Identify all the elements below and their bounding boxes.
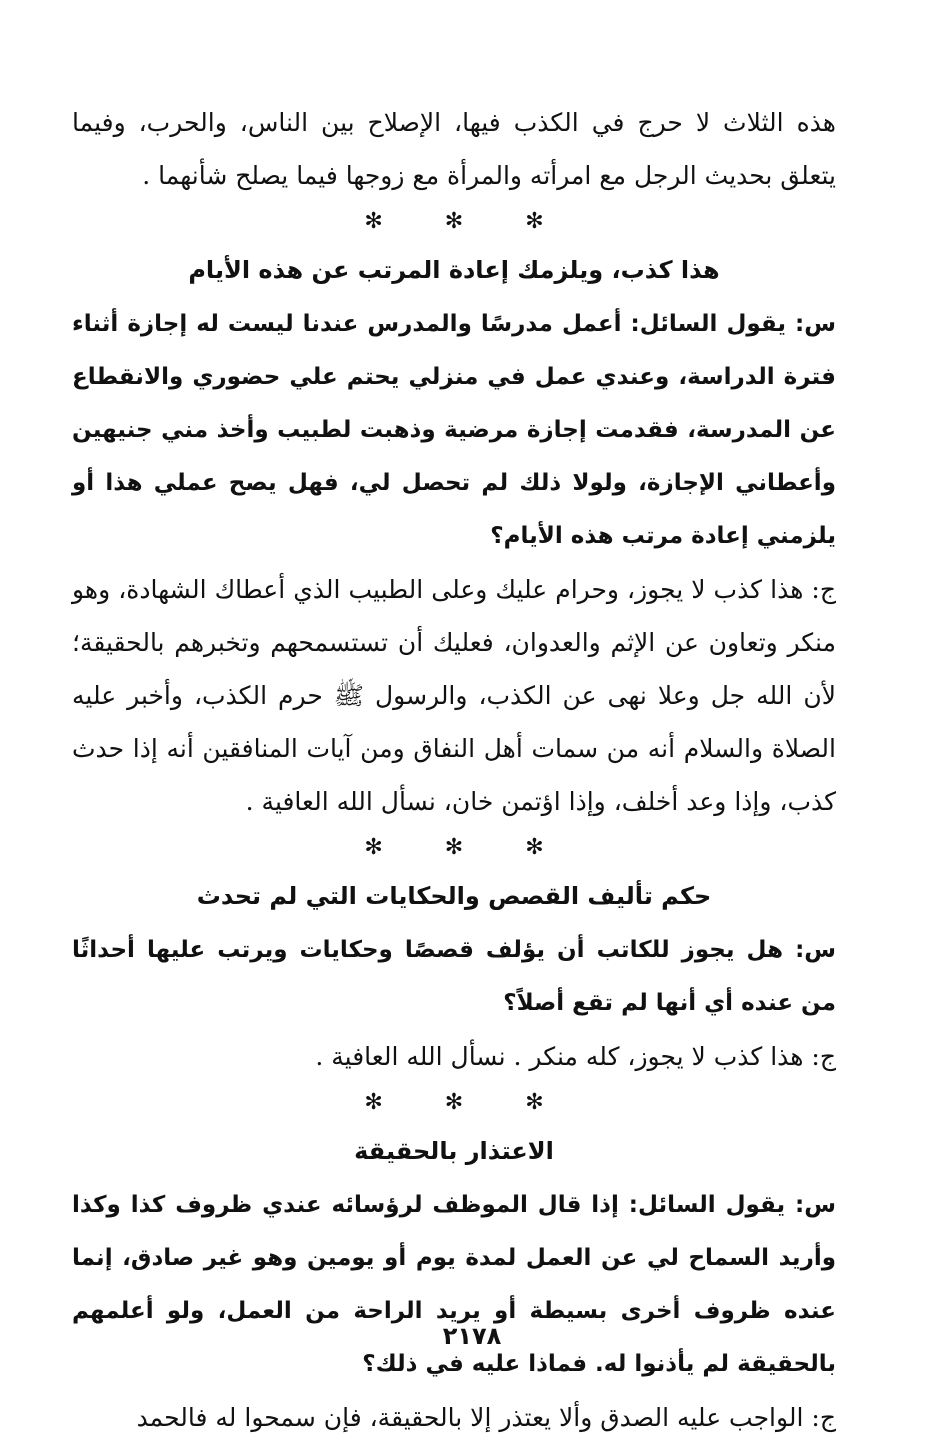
- star-ornament-icon: ✻: [525, 1090, 544, 1115]
- star-ornament-icon: ✻: [525, 209, 544, 234]
- section-separator: [72, 1085, 836, 1121]
- star-ornament-icon: ✻: [364, 1090, 383, 1115]
- section-heading: حكم تأليف القصص والحكايات التي لم تحدث: [196, 882, 712, 910]
- question-paragraph: س: يقول السائل: إذا قال الموظف لرؤسائه عندي ظروف كذا وكذا وأريد السماح لي عن العمل لمدة يوم أو يومين وهو غير صادق، إنما عنده ظروف أخرى بسيطة أو يريد الراحة من العمل، ولو أعلمهم بالحقيقة لم يأذنوا له. فماذا عليه في ذلك؟: [72, 1192, 836, 1377]
- answer-paragraph: ج: الواجب عليه الصدق وألا يعتذر إلا بالحقيقة، فإن سمحوا له فالحمد: [136, 1403, 836, 1432]
- section-heading: الاعتذار بالحقيقة: [354, 1137, 554, 1165]
- paragraph-intro: هذه الثلاث لا حرج في الكذب فيها، الإصلاح بين الناس، والحرب، وفيما يتعلق بحديث الرجل مع امرأته والمرأة مع زوجها فيما يصلح شأنهما .: [72, 108, 836, 190]
- star-ornament-icon: ✻: [444, 835, 464, 860]
- star-ornament-icon: ✻: [444, 1090, 464, 1115]
- question-paragraph: س: هل يجوز للكاتب أن يؤلف قصصًا وحكايات ويرتب عليها أحداثًا من عنده أي أنها لم تقع أصلاً؟: [72, 937, 836, 1016]
- section-heading: هذا كذب، ويلزمك إعادة المرتب عن هذه الأيام: [188, 256, 720, 284]
- star-ornament-icon: ✻: [364, 835, 383, 860]
- answer-paragraph: ج: هذا كذب لا يجوز، وحرام عليك وعلى الطبيب الذي أعطاك الشهادة، وهو منكر وتعاون عن الإثم والعدوان، فعليك أن تستسمحهم وتخبرهم بالحقيقة؛ لأن الله جل وعلا نهى عن الكذب، والرسول ﷺ حرم الكذب، وأخبر عليه الصلاة والسلام أنه من سمات أهل النفاق ومن آيات المنافقين أنه إذا حدث كذب، وإذا وعد أخلف، وإذا اؤتمن خان، نسأل الله العافية .: [72, 575, 836, 816]
- section-separator: [72, 204, 836, 240]
- star-ornament-icon: ✻: [364, 209, 383, 234]
- question-paragraph: س: يقول السائل: أعمل مدرسًا والمدرس عندنا ليست له إجازة أثناء فترة الدراسة، وعندي عمل في منزلي يحتم علي حضوري والانقطاع عن المدرسة، فقدمت إجازة مرضية وذهبت لطبيب وأخذ مني جنيهين وأعطاني الإجازة، ولولا ذلك لم تحصل لي، فهل يصح عملي هذا أو يلزمني إعادة مرتب هذه الأيام؟: [72, 311, 836, 549]
- page-number: ٢١٧٨: [442, 1322, 502, 1350]
- page-content: [72, 96, 836, 1444]
- answer-paragraph: ج: هذا كذب لا يجوز، كله منكر . نسأل الله العافية .: [315, 1042, 836, 1071]
- star-ornament-icon: ✻: [444, 209, 464, 234]
- star-ornament-icon: ✻: [525, 835, 544, 860]
- section-separator: [72, 830, 836, 866]
